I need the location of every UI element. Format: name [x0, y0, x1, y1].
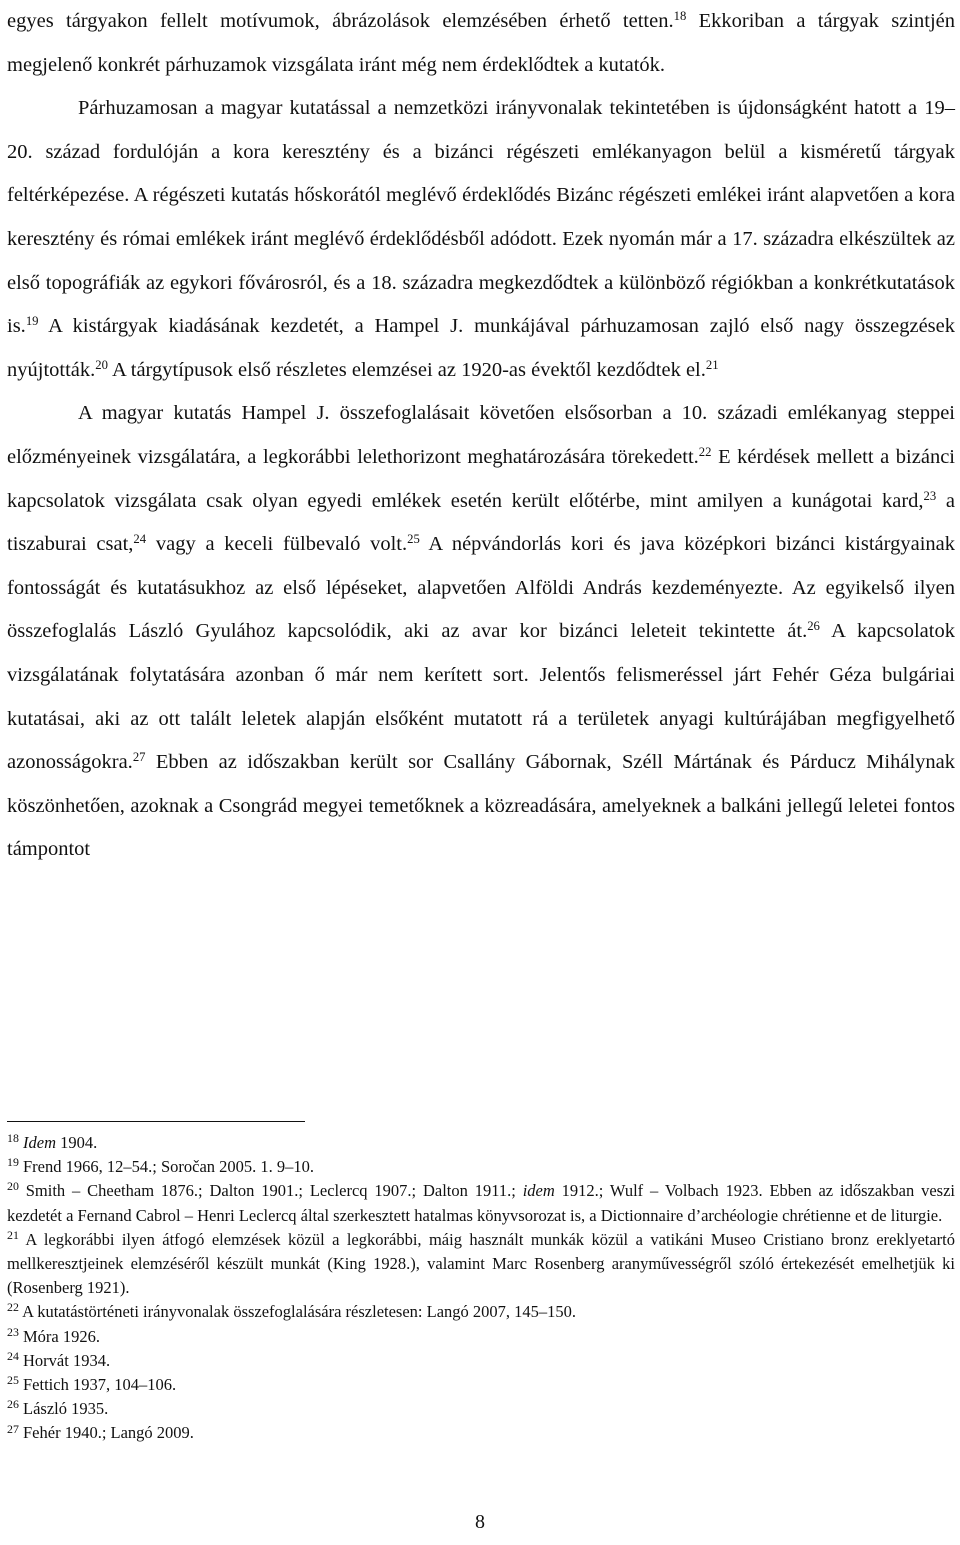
footnote-ref-24[interactable]: 24 [133, 532, 147, 547]
footnote-ref-21[interactable]: 21 [705, 357, 719, 372]
footnote-27 [7, 1421, 955, 1445]
text-run: A magyar kutatás Hampel J. összefoglalásait követően elsősorban a 10. századi emlékanyag steppei előzményeinek vizsgálatára, a legkorábbi lelethorizont meghatározására törekedett. [7, 402, 955, 468]
footnote-ref-22[interactable]: 22 [698, 444, 712, 459]
footnote-italic: idem [522, 1181, 555, 1201]
text-run: E kérdések mellett a bizánci kapcsolatok vizsgálata csak olyan egyedi emlékek esetén került előtérbe, mint amilyen a kunágotai kard, [7, 445, 955, 512]
footnote-number: 24 [7, 1348, 19, 1363]
text-run: A kistárgyak kiadásának kezdetét, a Hampel J. munkájával párhuzamosan zajló első nagy összegzések nyújtották. [7, 315, 955, 381]
footnote-22 [7, 1300, 955, 1324]
footnote-ref-18[interactable]: 18 [673, 9, 687, 24]
footnote-text: 1912.; Wulf – Volbach 1923. Ebben az időszakban veszi kezdetét a Fernand Cabrol – Henri Leclercq által szerkesztett hatalmas könyvsorozat is, a Dictionnaire d’archéologie chrétienne et de liturgie. [7, 1181, 955, 1225]
text-run: Ebben az időszakban került sor Csallány Gábornak, Széll Mártának és Párducz Mihálynak köszönhetően, azoknak a Csongrád megyei temetőknek a közreadására, amelyeknek a balkáni jellegű leletei fontos támpontot [7, 751, 955, 861]
footnote-21 [7, 1228, 955, 1301]
footnote-number: 25 [7, 1373, 19, 1388]
footnote-text: Móra 1926. [18, 1326, 100, 1346]
footnote-ref-25[interactable]: 25 [407, 532, 420, 547]
text-run: vagy a keceli fülbevaló volt. [146, 533, 408, 556]
footnote-text: László 1935. [18, 1399, 109, 1419]
footnote-number: 26 [7, 1397, 19, 1412]
footnote-number: 27 [7, 1421, 19, 1436]
text-run: A népvándorlás kori és java középkori bizánci kistárgyainak fontosságát és kutatásukhoz az első lépéseket, alapvetően Alföldi András kezdeményezte. Az egyikelső ilyen összefoglalás László Gyulához kapcsolódik, aki az avar kor bizánci leleteit tekintette át. [7, 533, 955, 643]
footnote-separator [7, 1121, 305, 1122]
text-run: A tárgytípusok első részletes elemzései az 1920-as évektől kezdődtek el. [107, 358, 706, 381]
paragraph-2 [7, 87, 955, 392]
footnote-ref-20[interactable]: 20 [95, 357, 108, 372]
paragraph-3 [7, 392, 955, 872]
footnote-ref-27[interactable]: 27 [132, 750, 146, 765]
footnote-text: A legkorábbi ilyen átfogó elemzések közül a legkorábbi, máig használt munkák közül a vatikáni Museo Cristiano bronz ereklyetartó mellkeresztjeinek elemzéséről készült munkát (King 1928.), valamint Marc Rosenberg aranyművességről szóló értekezését emelhetjük ki (Rosenberg 1921). [7, 1229, 955, 1298]
footnote-italic: Idem [23, 1133, 56, 1152]
footnote-text: A kutatástörténeti irányvonalak összefoglalására részletesen: Langó 2007, 145–150. [18, 1302, 577, 1322]
footnote-text: Horvát 1934. [18, 1350, 111, 1370]
footnote-18 [7, 1131, 955, 1155]
paragraph-1 [7, 0, 955, 87]
footnote-text: Frend 1966, 12–54.; Soročan 2005. 1. 9–10. [18, 1157, 315, 1177]
footnote-number: 23 [7, 1324, 19, 1339]
footnote-text: Smith – Cheetham 1876.; Dalton 1901.; Leclercq 1907.; Dalton 1911.; [18, 1181, 523, 1201]
footnote-number: 19 [7, 1155, 19, 1170]
footnote-number: 21 [7, 1227, 19, 1242]
footnote-ref-26[interactable]: 26 [807, 619, 820, 634]
footnotes [7, 1131, 955, 1446]
footnote-text: 1904. [55, 1133, 98, 1152]
footnote-23 [7, 1325, 955, 1349]
text-run: egyes tárgyakon fellelt motívumok, ábrázolások elemzésében érhető tetten. [7, 10, 674, 32]
text-run: Párhuzamosan a magyar kutatással a nemzetközi irányvonalak tekintetében is újdonságként hatott a 19–20. század fordulóján a kora keresztény és a bizánci régészeti emlékanyagon belül a kisméretű tárgyak feltérképezése. A régészeti kutatás hőskorától meglévő érdeklődés Bizánc régészeti emlékei iránt alapvetően a kora keresztény és római emlékek iránt meglévő érdeklődésből adódott. Ezek nyomán már a 17. századra elkészültek az első topográfiák az egykori fővárosról, és a 18. századra megkezdődtek a különböző régiókban a konkrétkutatások is. [7, 97, 955, 338]
footnote-20 [7, 1179, 955, 1227]
footnote-24 [7, 1349, 955, 1373]
page-number: 8 [475, 1511, 485, 1533]
footnote-19 [7, 1155, 955, 1179]
text-run: A kapcsolatok vizsgálatának folytatására azonban ő már nem kerített sort. Jelentős felismeréssel járt Fehér Géza bulgáriai kutatásai, aki az ott talált leletek alapján elsőként mutatott rá a területek anyagi kultúrájában megfigyelhető azonosságokra. [7, 620, 955, 774]
footnote-number: 20 [7, 1179, 19, 1194]
text-run: Ekkoriban a tárgyak szintjén megjelenő konkrét párhuzamok vizsgálata iránt még nem érdeklődtek a kutatók. [7, 10, 955, 76]
footnote-text: Fehér 1940.; Langó 2009. [18, 1423, 194, 1443]
footnote-ref-23[interactable]: 23 [923, 488, 937, 503]
footnote-25 [7, 1373, 955, 1397]
footnote-text: Fettich 1937, 104–106. [18, 1375, 177, 1395]
footnote-ref-19[interactable]: 19 [25, 314, 39, 329]
footnote-number: 18 [7, 1131, 19, 1146]
footnote-26 [7, 1397, 955, 1421]
main-text [7, 0, 955, 872]
text-run: a tiszaburai csat, [7, 489, 955, 556]
footnote-number: 22 [7, 1300, 19, 1315]
